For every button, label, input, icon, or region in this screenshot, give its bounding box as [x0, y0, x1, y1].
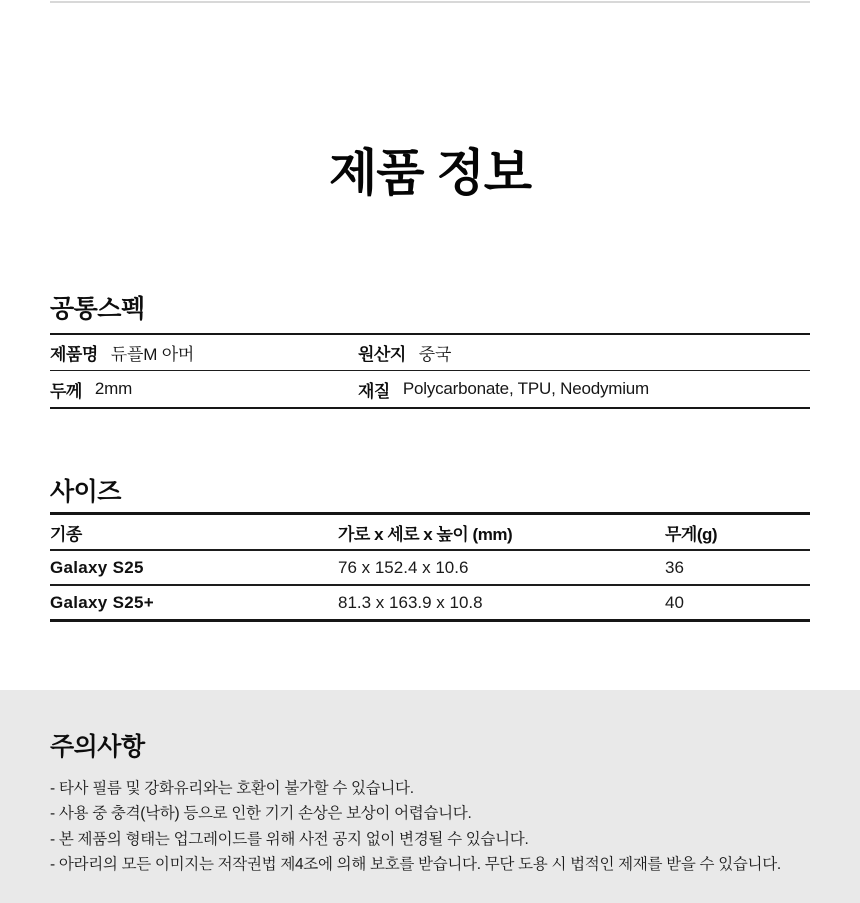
- common-spec-table: [50, 333, 810, 409]
- spec-label: 원산지: [358, 345, 406, 364]
- spec-label: 제품명: [50, 345, 98, 364]
- cautions-section: [0, 690, 860, 903]
- common-spec-heading: 공통스펙: [50, 295, 145, 323]
- spec-value: 2mm: [94, 379, 133, 398]
- page-title: 제품 정보: [328, 145, 532, 201]
- column-header-weight: 무게(g): [665, 524, 718, 544]
- spec-cell-material: [358, 377, 810, 402]
- cautions-heading: 주의사항: [50, 733, 145, 761]
- model-cell: Galaxy S25+: [50, 592, 154, 612]
- weight-cell: 36: [665, 557, 684, 577]
- spec-value: 중국: [418, 345, 452, 364]
- spec-value: Polycarbonate, TPU, Neodymium: [402, 379, 650, 398]
- spec-value: 듀플M 아머: [110, 345, 195, 364]
- dimensions-cell: 81.3 x 163.9 x 10.8: [338, 592, 483, 612]
- dimensions-cell: 76 x 152.4 x 10.6: [338, 557, 469, 577]
- column-header-dimensions: 가로 x 세로 x 높이 (mm): [338, 524, 513, 544]
- caution-item: - 타사 필름 및 강화유리와는 호환이 불가할 수 있습니다.: [50, 780, 414, 797]
- spec-cell-product-name: [50, 340, 358, 365]
- cautions-list: [50, 776, 810, 877]
- caution-item: - 아라리의 모든 이미지는 저작권법 제4조에 의해 보호를 받습니다. 무단 도용 시 법적인 제재를 받을 수 있습니다.: [50, 855, 781, 873]
- table-row: [50, 549, 810, 584]
- weight-cell: 40: [665, 592, 684, 612]
- size-heading: 사이즈: [50, 478, 121, 506]
- spec-row: [50, 370, 810, 407]
- spec-label: 두께: [50, 381, 82, 401]
- column-header-model: 기종: [50, 524, 82, 544]
- spec-cell-thickness: [50, 377, 358, 402]
- caution-item: - 본 제품의 형태는 업그레이드를 위해 사전 공지 없이 변경될 수 있습니다.: [50, 830, 529, 848]
- spec-row: [50, 335, 810, 370]
- size-table-header: [50, 515, 810, 549]
- top-divider: [50, 1, 810, 3]
- size-table: [50, 512, 810, 622]
- spec-cell-origin: [358, 340, 810, 365]
- table-row: [50, 584, 810, 619]
- spec-label: 재질: [358, 381, 390, 401]
- caution-item: - 사용 중 충격(낙하) 등으로 인한 기기 손상은 보상이 어렵습니다.: [50, 805, 472, 823]
- model-cell: Galaxy S25: [50, 557, 144, 577]
